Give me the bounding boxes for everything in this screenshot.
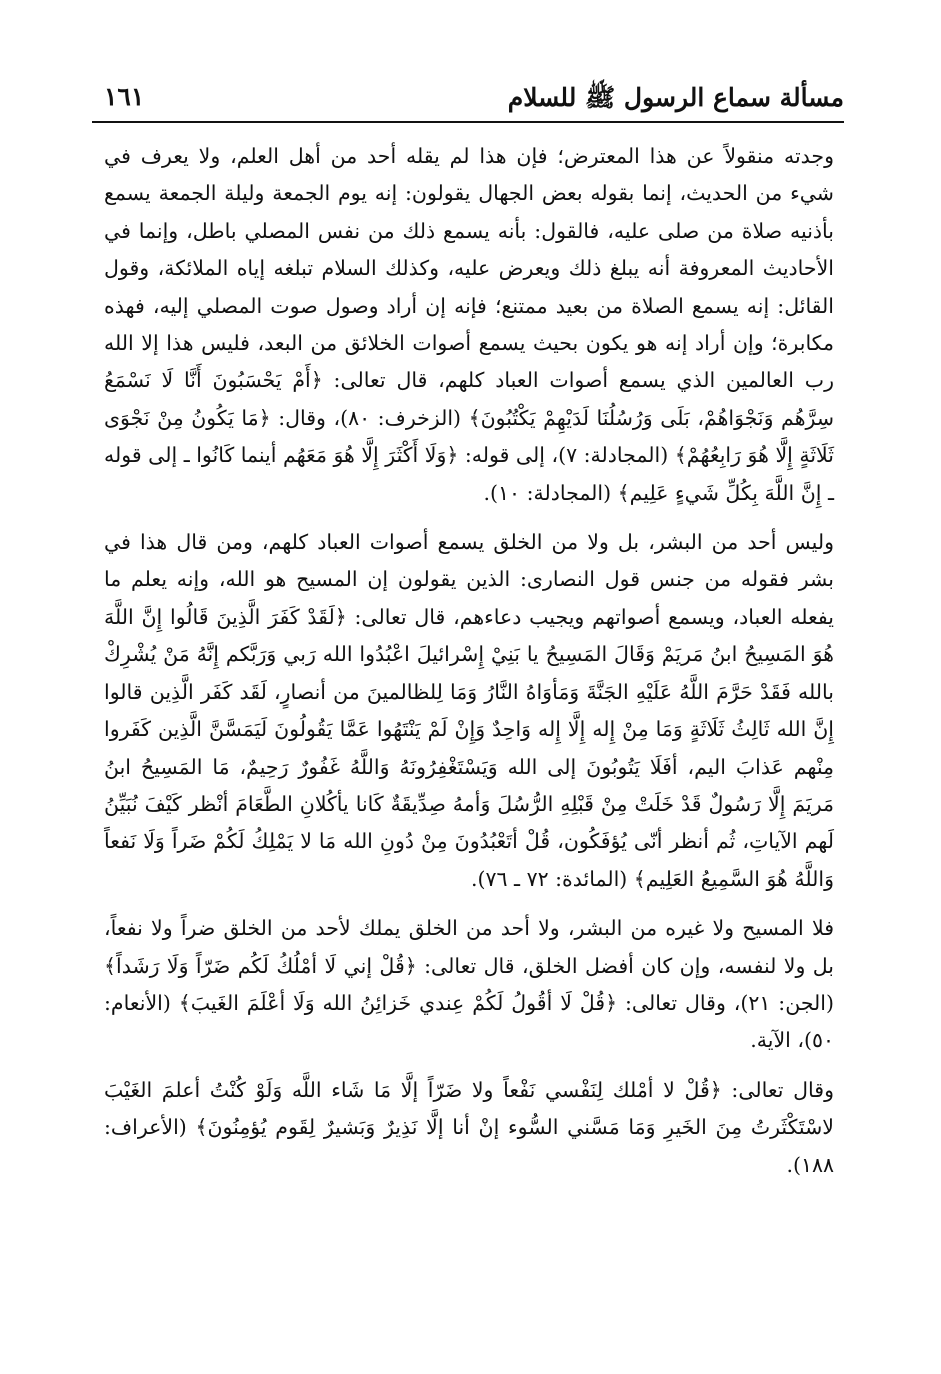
page-number: ١٦١: [104, 82, 145, 111]
body-text: [104, 138, 834, 1184]
page-header: [92, 74, 844, 118]
running-title: مسألة سماع الرسول ﷺ للسلام: [507, 83, 844, 112]
paragraph-4: وقال تعالى: ﴿قُلْ لا أمْلك لِنَفْسي نَفْعاً ولا ضَرّاً إلَّا مَا شَاء اللَّه وَلَوْ كُنْتُ أعلمَ الغَيْبَ لاسْتَكْثَرتُ مِنَ الخَيرِ وَمَا مَسَّني السُّوء إنْ أنا إلَّا نَذِيرٌ وَبَشيرٌ لِقَوم يُؤمِنُونَ﴾ (الأعراف: ١٨٨).: [104, 1077, 834, 1177]
paragraph-2: وليس أحد من البشر، بل ولا من الخلق يسمع أصوات العباد كلهم، ومن قال هذا في بشر فقوله من جنس قول النصارى: الذين يقولون إن المسيح هو الله، وإنه يعلم ما يفعله العباد، ويسمع أصواتهم ويجيب دعاءهم، قال تعالى: ﴿لَقَدْ كَفَرَ الَّذِينَ قَالُوا إِنَّ اللَّهَ هُوَ المَسِيحُ ابنُ مَريَمْ وَقَالَ المَسِيحُ يا بَنِيْ إِسْرائيلَ اعْبُدُوا الله رَبي وَرَبَّكم إِنَّهُ مَنْ يُشْرِكْ بالله فَقَدْ حَرَّمَ اللَّهُ عَلَيْهِ الجَنَّةَ وَمَأوَاهُ النَّارُ وَمَا لِلظالمينَ من أنصارٍ، لَقَد كَفَر الَّذِين قالوا إِنَّ الله ثَالِثُ ثَلَاثَةٍ وَمَا مِنْ إِله إِلَّا إِله وَاحِدٌ وَإِنْ لَمْ يَنْتَهُوا عَمَّا يَقُولُونَ لَيَمَسَّنَّ الَّذِين كَفَروا مِنْهم عَذابَ اليم، أفَلَا يَتُوبُونَ إلى الله وَيَسْتَغْفِرُونَهُ وَاللَّهُ غَفُورٌ رَحِيمٌ، مَا المَسِيحُ ابنُ مَريَمَ إِلَّا رَسُولٌ قَدْ خَلَتْ مِنْ قَبْلِهِ الرُّسُلَ وَأمهُ صِدِّيقَةٌ كَانا يأكُلانِ الطَّعَامَ أنْظر كَيْفَ نُبَيِّنُ لَهم الآياتِ، ثُم أنظر أنّى يُؤفَكُون، قُلْ أتَعْبُدُونَ مِنْ دُونِ الله مَا لا يَمْلِكُ لَكُمْ ضَراً وَلَا نَفعاً وَاللَّهُ هُوَ السَّمِيعُ العَلِيم﴾ (المائدة: ٧٢ ـ ٧٦).: [104, 530, 834, 891]
paragraph-3: فلا المسيح ولا غيره من البشر، ولا أحد من الخلق يملك لأحد من الخلق ضراً ولا نفعاً، بل ولا لنفسه، وإن كان أفضل الخلق، قال تعالى: ﴿قُلْ إني لَا أمْلُكُ لَكُم ضَرّاً وَلَا رَشَداً﴾ (الجن: ٢١)، وقال تعالى: ﴿قُلْ لَا أقُولُ لَكُمْ عِندي خَزائِنُ الله وَلَا أعْلَمَ الغَيبَ﴾ (الأنعام: ٥٠)، الآية.: [104, 916, 834, 1053]
paragraph-1: وجدته منقولاً عن هذا المعترض؛ فإن هذا لم يقله أحد من أهل العلم، ولا يعرف في شيء من الحديث، إنما بقوله بعض الجهال يقولون: إنه يوم الجمعة وليلة الجمعة يسمع بأذنيه صلاة من صلى عليه، فالقول: بأنه يسمع ذلك من نفس المصلي باطل، وإنما في الأحاديث المعروفة أنه يبلغ ذلك ويعرض عليه، وكذلك السلام تبلغه إياه الملائكة، وقول القائل: إنه يسمع الصلاة من بعيد ممتنع؛ فإنه إن أراد وصول صوت المصلي إليه، فهذه مكابرة؛ وإن أراد إنه هو يكون بحيث يسمع أصوات الخلائق من البعد، فليس هذا إلا الله رب العالمين الذي يسمع أصوات العباد كلهم، قال تعالى: ﴿أَمْ يَحْسَبُونَ أَنَّا لَا نَسْمَعُ سِرَّهُم وَنَجْوَاهُمْ، بَلَى وَرُسُلُنَا لَدَيْهِمْ يَكْتُبُونَ﴾ (الزخرف: ٨٠)، وقال: ﴿مَا يَكُونُ مِنْ نَجْوَى ثَلَاثَةٍ إِلَّا هُوَ رَابِعُهُمْ﴾ (المجادلة: ٧)، إلى قوله: ﴿وَلَا أَكْثَرَ إِلَّا هُوَ مَعَهُم أينما كَانُوا ـ إلى قوله ـ إِنَّ اللَّهَ بِكُلِّ شَيءٍ عَلِيم﴾ (المجادلة: ١٠).: [104, 144, 835, 505]
header-rule: [92, 121, 844, 123]
